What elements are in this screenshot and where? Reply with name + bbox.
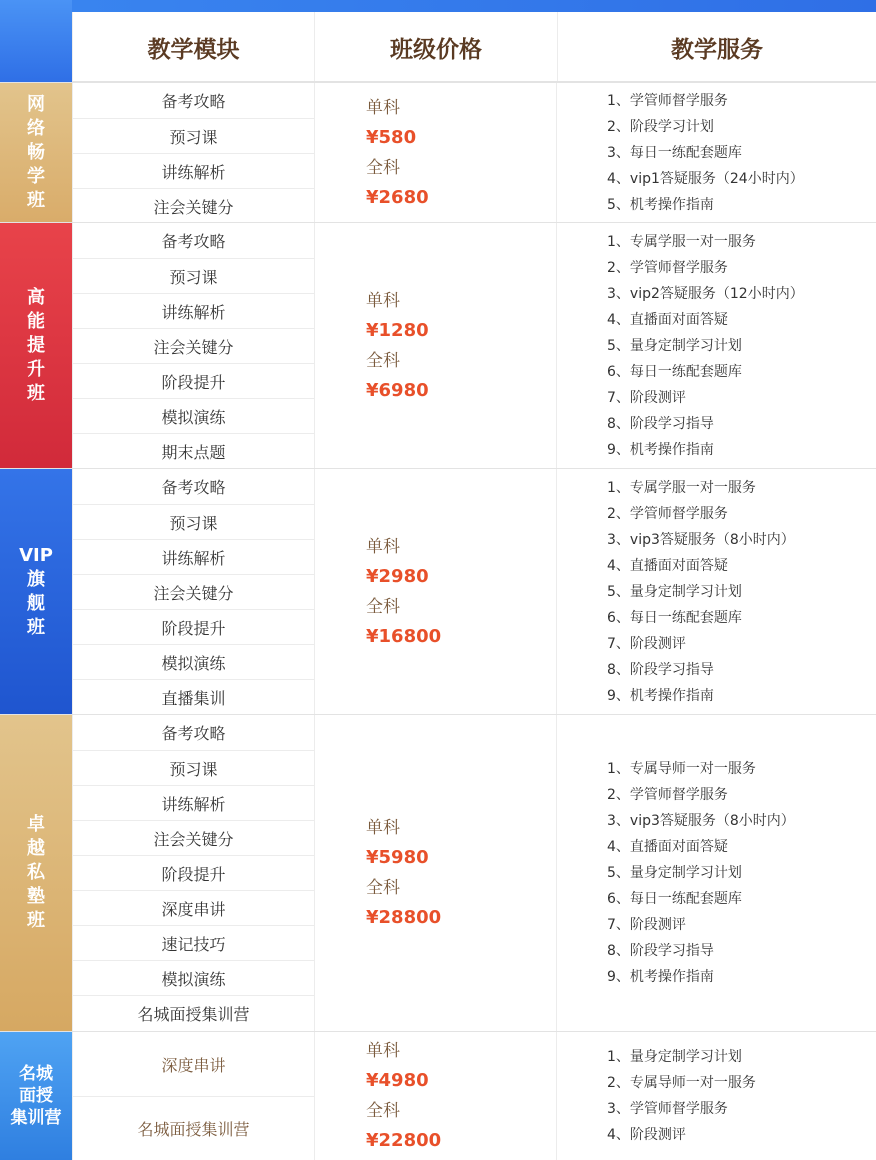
service-item: 4、直播面对面答疑 — [607, 557, 728, 574]
module-item: 注会关键分 — [73, 328, 314, 363]
service-item: 2、学管师督学服务 — [607, 505, 728, 522]
module-item: 备考攻略 — [161, 724, 226, 743]
top-accent-bar — [0, 0, 876, 12]
header-price: 班级价格 — [314, 12, 557, 82]
price-cell — [314, 83, 557, 222]
service-list — [557, 1032, 876, 1160]
service-item: 5、量身定制学习计划 — [607, 583, 742, 600]
full-subject-label: 全科 — [366, 878, 400, 898]
full-subject-label: 全科 — [366, 1101, 400, 1121]
service-item: 8、阶段学习指导 — [607, 661, 714, 678]
module-item: 模拟演练 — [73, 644, 314, 679]
module-item: 讲练解析 — [73, 539, 314, 574]
full-subject-label: 全科 — [366, 596, 400, 617]
service-item: 7、阶段测评 — [607, 635, 686, 652]
service-list — [557, 715, 876, 1031]
module-item: 速记技巧 — [73, 925, 314, 960]
class-name-cell — [0, 469, 72, 714]
class-row — [0, 1031, 876, 1160]
module-item: 模拟演练 — [73, 398, 314, 433]
service-item: 3、学管师督学服务 — [607, 1101, 728, 1117]
price-cell — [314, 1032, 557, 1160]
header-modules: 教学模块 — [72, 12, 314, 82]
service-item: 5、量身定制学习计划 — [607, 337, 742, 354]
class-row — [0, 82, 876, 222]
module-item: 备考攻略 — [161, 232, 226, 251]
service-item: 2、学管师督学服务 — [607, 259, 728, 276]
module-item: 注会关键分 — [73, 574, 314, 609]
class-name-cell — [0, 1032, 72, 1160]
full-subject-price: ¥16800 — [366, 625, 442, 647]
module-item: 名城面授集训营 — [73, 995, 314, 1030]
full-subject-price: ¥28800 — [366, 907, 442, 928]
service-item: 2、专属导师一对一服务 — [607, 1075, 756, 1091]
module-item: 备考攻略 — [161, 478, 226, 497]
module-item: 讲练解析 — [73, 153, 314, 188]
module-item: 注会关键分 — [73, 188, 314, 223]
service-item: 4、直播面对面答疑 — [607, 311, 728, 328]
module-list — [72, 83, 314, 222]
single-subject-price: ¥1280 — [366, 319, 429, 341]
price-cell — [314, 715, 557, 1031]
module-list — [72, 223, 314, 468]
header-services: 教学服务 — [557, 12, 876, 82]
module-item: 预习课 — [73, 118, 314, 153]
service-item: 3、每日一练配套题库 — [607, 144, 742, 161]
class-name-cell — [0, 83, 72, 222]
service-item: 5、机考操作指南 — [607, 196, 714, 213]
service-item: 9、机考操作指南 — [607, 441, 714, 458]
class-name: VIP 旗 舰 班 — [19, 544, 53, 638]
single-subject-price: ¥4980 — [366, 1070, 429, 1091]
module-item: 深度串讲 — [161, 1055, 226, 1075]
service-item: 3、vip2答疑服务（12小时内） — [607, 285, 804, 302]
service-item: 1、专属学服一对一服务 — [607, 479, 756, 496]
service-item: 8、阶段学习指导 — [607, 415, 714, 432]
single-subject-label: 单科 — [366, 290, 400, 311]
single-subject-price: ¥5980 — [366, 847, 429, 868]
class-name-cell — [0, 223, 72, 468]
service-item: 1、学管师督学服务 — [607, 92, 728, 109]
header-corner-cell — [0, 0, 72, 82]
price-cell — [314, 223, 557, 468]
module-item: 模拟演练 — [73, 960, 314, 995]
service-list — [557, 83, 876, 222]
class-name: 卓 越 私 塾 班 — [27, 814, 45, 931]
module-list — [72, 715, 314, 1031]
module-item: 预习课 — [73, 258, 314, 293]
full-subject-label: 全科 — [366, 350, 400, 371]
class-name-cell — [0, 715, 72, 1031]
service-item: 8、阶段学习指导 — [607, 943, 714, 959]
service-item: 1、专属学服一对一服务 — [607, 233, 756, 250]
class-row — [0, 222, 876, 468]
module-item: 期末点题 — [73, 433, 314, 468]
service-item: 9、机考操作指南 — [607, 969, 714, 985]
service-item: 6、每日一练配套题库 — [607, 891, 742, 907]
class-name: 网 络 畅 学 班 — [27, 93, 45, 211]
service-item: 7、阶段测评 — [607, 389, 686, 406]
full-subject-price: ¥22800 — [366, 1130, 442, 1151]
single-subject-price: ¥580 — [366, 126, 417, 148]
service-item: 2、学管师督学服务 — [607, 787, 728, 803]
service-item: 1、专属导师一对一服务 — [607, 761, 756, 777]
class-row — [0, 714, 876, 1031]
full-subject-label: 全科 — [366, 157, 400, 178]
service-item: 4、阶段测评 — [607, 1127, 686, 1143]
module-list — [72, 469, 314, 714]
single-subject-label: 单科 — [366, 97, 400, 118]
module-item: 阶段提升 — [73, 363, 314, 398]
service-item: 4、vip1答疑服务（24小时内） — [607, 170, 804, 187]
module-item: 深度串讲 — [73, 890, 314, 925]
service-item: 6、每日一练配套题库 — [607, 363, 742, 380]
module-item: 预习课 — [73, 750, 314, 785]
single-subject-label: 单科 — [366, 536, 400, 557]
module-item: 直播集训 — [73, 679, 314, 714]
class-name: 高 能 提 升 班 — [27, 286, 45, 404]
class-row — [0, 468, 876, 714]
service-item: 5、量身定制学习计划 — [607, 865, 742, 881]
full-subject-price: ¥2680 — [366, 186, 429, 208]
module-item: 讲练解析 — [73, 293, 314, 328]
service-item: 3、vip3答疑服务（8小时内） — [607, 813, 795, 829]
single-subject-price: ¥2980 — [366, 565, 429, 587]
module-item: 预习课 — [73, 504, 314, 539]
module-item: 阶段提升 — [73, 855, 314, 890]
module-item: 备考攻略 — [161, 92, 226, 111]
class-name: 名城 面授 集训营 — [10, 1064, 62, 1128]
service-list — [557, 223, 876, 468]
price-cell — [314, 469, 557, 714]
service-item: 1、量身定制学习计划 — [607, 1049, 742, 1065]
module-item: 名城面授集训营 — [73, 1096, 314, 1160]
module-item: 注会关键分 — [73, 820, 314, 855]
service-item: 6、每日一练配套题库 — [607, 609, 742, 626]
service-item: 3、vip3答疑服务（8小时内） — [607, 531, 795, 548]
single-subject-label: 单科 — [366, 1041, 400, 1061]
single-subject-label: 单科 — [366, 818, 400, 838]
module-item: 讲练解析 — [73, 785, 314, 820]
service-list — [557, 469, 876, 714]
full-subject-price: ¥6980 — [366, 379, 429, 401]
module-item: 阶段提升 — [73, 609, 314, 644]
module-list — [72, 1032, 314, 1160]
service-item: 9、机考操作指南 — [607, 687, 714, 704]
service-item: 4、直播面对面答疑 — [607, 839, 728, 855]
service-item: 7、阶段测评 — [607, 917, 686, 933]
service-item: 2、阶段学习计划 — [607, 118, 714, 135]
